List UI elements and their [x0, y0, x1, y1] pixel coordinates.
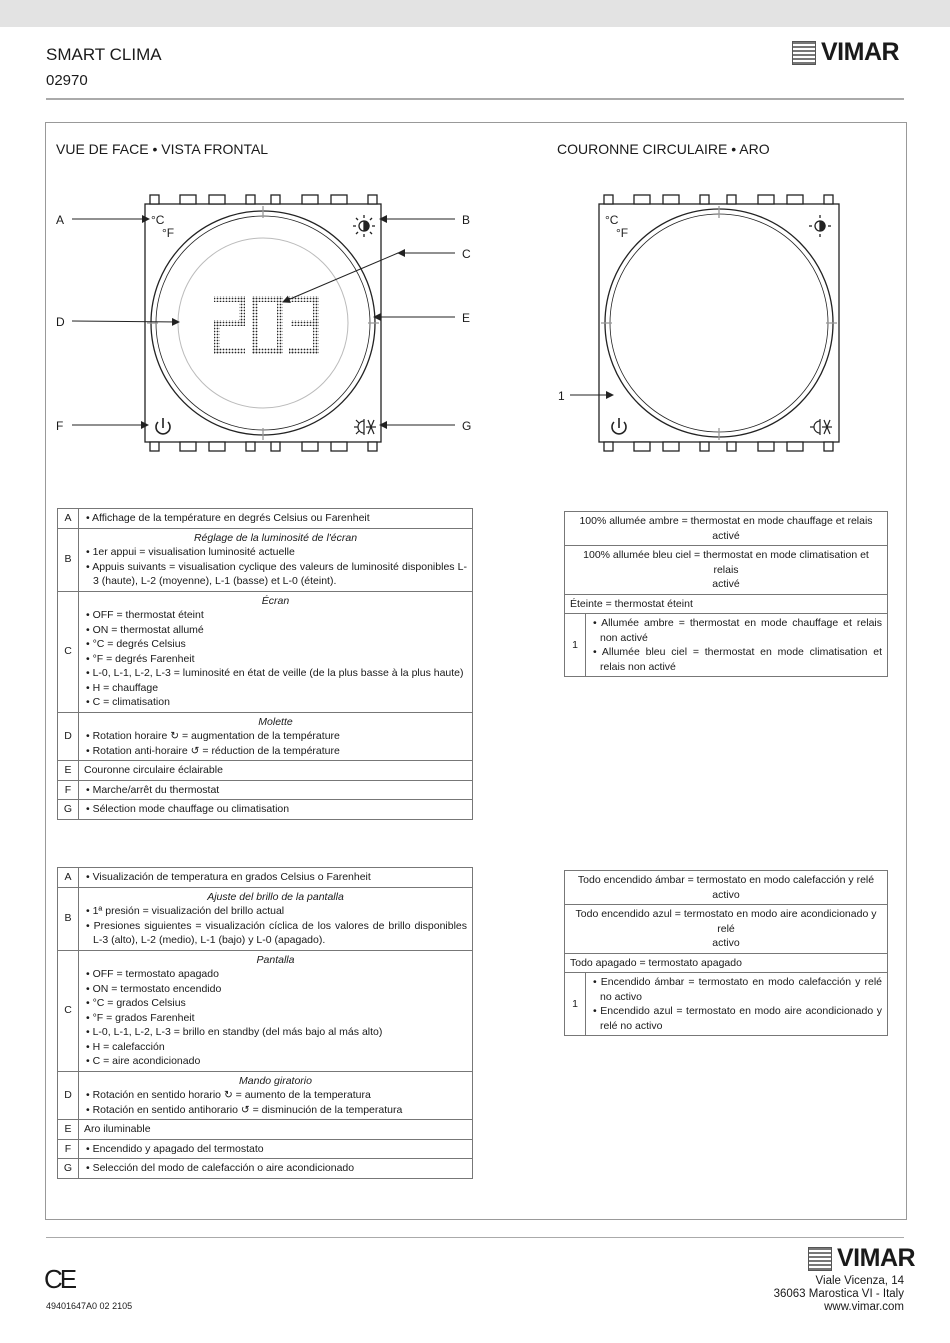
bullet-item: • Sélection mode chauffage ou climatisation: [84, 802, 467, 817]
table-cell: [565, 905, 888, 954]
cell-text: Todo encendido azul = termostato en modo aire acondicionado y relé: [575, 908, 877, 935]
bullet-item: • °C = degrés Celsius: [84, 637, 467, 652]
row-key: C: [58, 591, 79, 712]
table-row: [58, 950, 473, 1071]
clockwise-icon: ↻: [223, 1089, 233, 1101]
bullet-item: • Selección del modo de calefacción o aire acondicionado: [84, 1161, 467, 1176]
table-cell: [79, 591, 473, 712]
bullet-item: • Affichage de la température en degrés Celsius ou Farenheit: [84, 511, 467, 526]
row-key: C: [58, 950, 79, 1071]
row-key: E: [58, 761, 79, 781]
table-row: [58, 1159, 473, 1179]
label-c: C: [462, 247, 471, 261]
table-cell: [586, 973, 888, 1036]
row-key: A: [58, 509, 79, 529]
table-row: [565, 905, 888, 954]
bullet-item: • 1er appui = visualisation luminosité actuelle: [84, 545, 467, 560]
row-key: F: [58, 1139, 79, 1159]
ring-fahrenheit-text: °F: [616, 226, 629, 240]
counterclockwise-icon: ↺: [240, 1103, 250, 1116]
cell-heading: Pantalla: [256, 953, 295, 966]
table-row: [58, 712, 473, 761]
row-key: A: [58, 868, 79, 888]
table-row: [58, 1120, 473, 1140]
table-cell: [79, 868, 473, 888]
bullet-item: • 1ª presión = visualización del brillo actual: [84, 904, 467, 919]
table-row: [565, 614, 888, 677]
table-row: [565, 953, 888, 973]
table-cell: Couronne circulaire éclairable: [79, 761, 473, 781]
ring-celsius-text: °C: [605, 213, 619, 227]
table-row: [565, 973, 888, 1036]
table-cell: [79, 950, 473, 1071]
table-cell: [79, 1139, 473, 1159]
counterclockwise-icon: ↺: [190, 744, 200, 757]
table-cell: [79, 1071, 473, 1120]
address-line: 36063 Marostica VI - Italy: [773, 1288, 904, 1300]
table-cell: [79, 528, 473, 591]
fahrenheit-text: °F: [162, 226, 175, 240]
bullet-item: • Encendido y apagado del termostato: [84, 1142, 467, 1157]
footer-rule: [46, 1237, 904, 1238]
cell-text: Rotation horaire: [92, 730, 168, 742]
bullet-item: • Encendido azul = termostato en modo aire acondicionado y relé no activo: [591, 1004, 882, 1033]
bullet-item: • H = chauffage: [84, 681, 467, 696]
cell-text: activé: [712, 578, 740, 590]
row-key: B: [58, 528, 79, 591]
label-f: F: [56, 419, 64, 433]
label-g: G: [462, 419, 472, 433]
bullet-item: [84, 744, 467, 759]
bullet-item: • Encendido ámbar = termostato en modo calefacción y relé no activo: [591, 975, 882, 1004]
table-cell: Éteinte = thermostat éteint: [565, 594, 888, 614]
table-row: [58, 1139, 473, 1159]
bullet-item: • °F = grados Farenheit: [84, 1011, 467, 1026]
bullet-item: • C = climatisation: [84, 695, 467, 710]
vimar-logo-mark: [808, 1247, 832, 1271]
es-ring-table: [564, 870, 888, 1036]
cell-text: Rotación en sentido antihorario: [92, 1103, 238, 1116]
cell-heading: Ajuste del brillo de la pantalla: [207, 890, 344, 903]
row-key: D: [58, 712, 79, 761]
bullet-item: • Visualización de temperatura en grados Celsius o Farenheit: [84, 870, 467, 885]
row-key: D: [58, 1071, 79, 1120]
bullet-item: • C = aire acondicionado: [84, 1054, 467, 1069]
row-key: G: [58, 800, 79, 820]
row-key: 1: [565, 973, 586, 1036]
cell-text: Rotación en sentido horario: [92, 1089, 222, 1101]
ring-mode-icon: [810, 419, 832, 435]
bullet-item: [84, 1088, 467, 1103]
cell-text: 100% allumée bleu ciel = thermostat en mode climatisation et relais: [583, 549, 869, 576]
bullet-item: • Presiones siguientes = visualización cíclica de los valores de brillo disponibles L-3 (alto), L-2 (medio), L-1 (bajo) y L-0 (apagado).: [84, 919, 467, 948]
bullet-item: • Allumée bleu ciel = thermostat en mode climatisation et relais non activé: [591, 645, 882, 674]
table-row: [58, 868, 473, 888]
cell-text: activo: [712, 937, 740, 949]
bullet-item: [84, 729, 467, 744]
table-row: [58, 800, 473, 820]
footer-vimar-logo: [808, 1244, 915, 1273]
bullet-item: • ON = thermostat allumé: [84, 623, 467, 638]
cell-heading: Molette: [258, 715, 293, 728]
cell-text: Rotation anti-horaire: [92, 744, 188, 757]
address-block: [774, 1275, 904, 1314]
table-row: [58, 591, 473, 712]
table-cell: [79, 800, 473, 820]
table-row: [565, 871, 888, 905]
table-row: [58, 761, 473, 781]
table-cell: [79, 712, 473, 761]
table-cell: Todo apagado = termostato apagado: [565, 953, 888, 973]
table-row: [565, 546, 888, 595]
table-row: [58, 528, 473, 591]
label-b: B: [462, 213, 471, 227]
website-link[interactable]: www.vimar.com: [824, 1301, 904, 1313]
front-view-title: VUE DE FACE • VISTA FRONTAL: [56, 141, 269, 157]
cell-heading: Réglage de la luminosité de l'écran: [193, 531, 358, 544]
vimar-logo-word: VIMAR: [837, 1244, 916, 1272]
bullet-item: • ON = termostato encendido: [84, 982, 467, 997]
row-key: B: [58, 887, 79, 950]
celsius-text: °C: [151, 213, 165, 227]
device-ring: [599, 195, 839, 451]
cell-text: = aumento de la temperatura: [235, 1089, 371, 1101]
table-cell: [79, 1159, 473, 1179]
bullet-item: • L-0, L-1, L-2, L-3 = luminosité en état de veille (de la plus basse à la plus haute): [84, 666, 467, 681]
product-code: 02970: [46, 72, 88, 89]
table-cell: 100% allumée ambre = thermostat en mode chauffage et relais activé: [565, 512, 888, 546]
row-key: 1: [565, 614, 586, 677]
bullet-item: • H = calefacción: [84, 1040, 467, 1055]
document-code: 49401647A0 02 2105: [46, 1301, 133, 1311]
table-cell: Aro iluminable: [79, 1120, 473, 1140]
bullet-item: • OFF = termostato apagado: [84, 967, 467, 982]
cell-heading: Mando giratorio: [239, 1074, 312, 1087]
fr-legend-table: [57, 508, 473, 820]
bullet-item: [84, 1103, 467, 1118]
product-title: SMART CLIMA: [46, 45, 162, 64]
table-row: [58, 1071, 473, 1120]
cell-text: = disminución de la temperatura: [252, 1103, 403, 1116]
table-row: [565, 512, 888, 546]
row-key: E: [58, 1120, 79, 1140]
label-a: A: [56, 213, 65, 227]
label-1: 1: [558, 389, 565, 403]
bullet-item: • Appuis suivants = visualisation cyclique des valeurs de luminosité disponibles L-3 (haute), L-2 (moyenne), L-1 (basse) et L-0 (éteint).: [84, 560, 467, 589]
label-d: D: [56, 315, 65, 329]
row-key: G: [58, 1159, 79, 1179]
ring-view-diagram: [0, 0, 950, 470]
row-key: F: [58, 780, 79, 800]
bullet-item: • Marche/arrêt du thermostat: [84, 783, 467, 798]
bullet-item: • Allumée ambre = thermostat en mode chauffage et relais non activé: [591, 616, 882, 645]
label-e: E: [462, 311, 471, 325]
table-cell: [79, 887, 473, 950]
ce-mark: CE: [44, 1264, 75, 1294]
bullet-item: • °C = grados Celsius: [84, 996, 467, 1011]
ring-view-title: COURONNE CIRCULAIRE • ARO: [557, 141, 770, 157]
table-cell: [79, 780, 473, 800]
cell-heading: Écran: [261, 594, 290, 607]
table-cell: [79, 509, 473, 529]
address-line: Viale Vicenza, 14: [815, 1275, 904, 1287]
table-row: [58, 509, 473, 529]
es-legend-table: [57, 867, 473, 1179]
bullet-item: • L-0, L-1, L-2, L-3 = brillo en standby (del más bajo al más alto): [84, 1025, 467, 1040]
table-row: [58, 887, 473, 950]
ring-brightness-icon: [809, 215, 831, 237]
vimar-logo-word: VIMAR: [821, 38, 900, 66]
table-cell: [586, 614, 888, 677]
table-cell: Todo encendido ámbar = termostato en modo calefacción y relé activo: [565, 871, 888, 905]
table-cell: [565, 546, 888, 595]
clockwise-icon: ↻: [170, 730, 180, 742]
bullet-item: • OFF = thermostat éteint: [84, 608, 467, 623]
bullet-item: • °F = degrés Farenheit: [84, 652, 467, 667]
ring-power-icon: [612, 418, 626, 434]
table-row: [565, 594, 888, 614]
cell-text: = augmentation de la température: [181, 730, 340, 742]
table-row: [58, 780, 473, 800]
fr-ring-table: [564, 511, 888, 677]
cell-text: = réduction de la température: [202, 744, 340, 757]
